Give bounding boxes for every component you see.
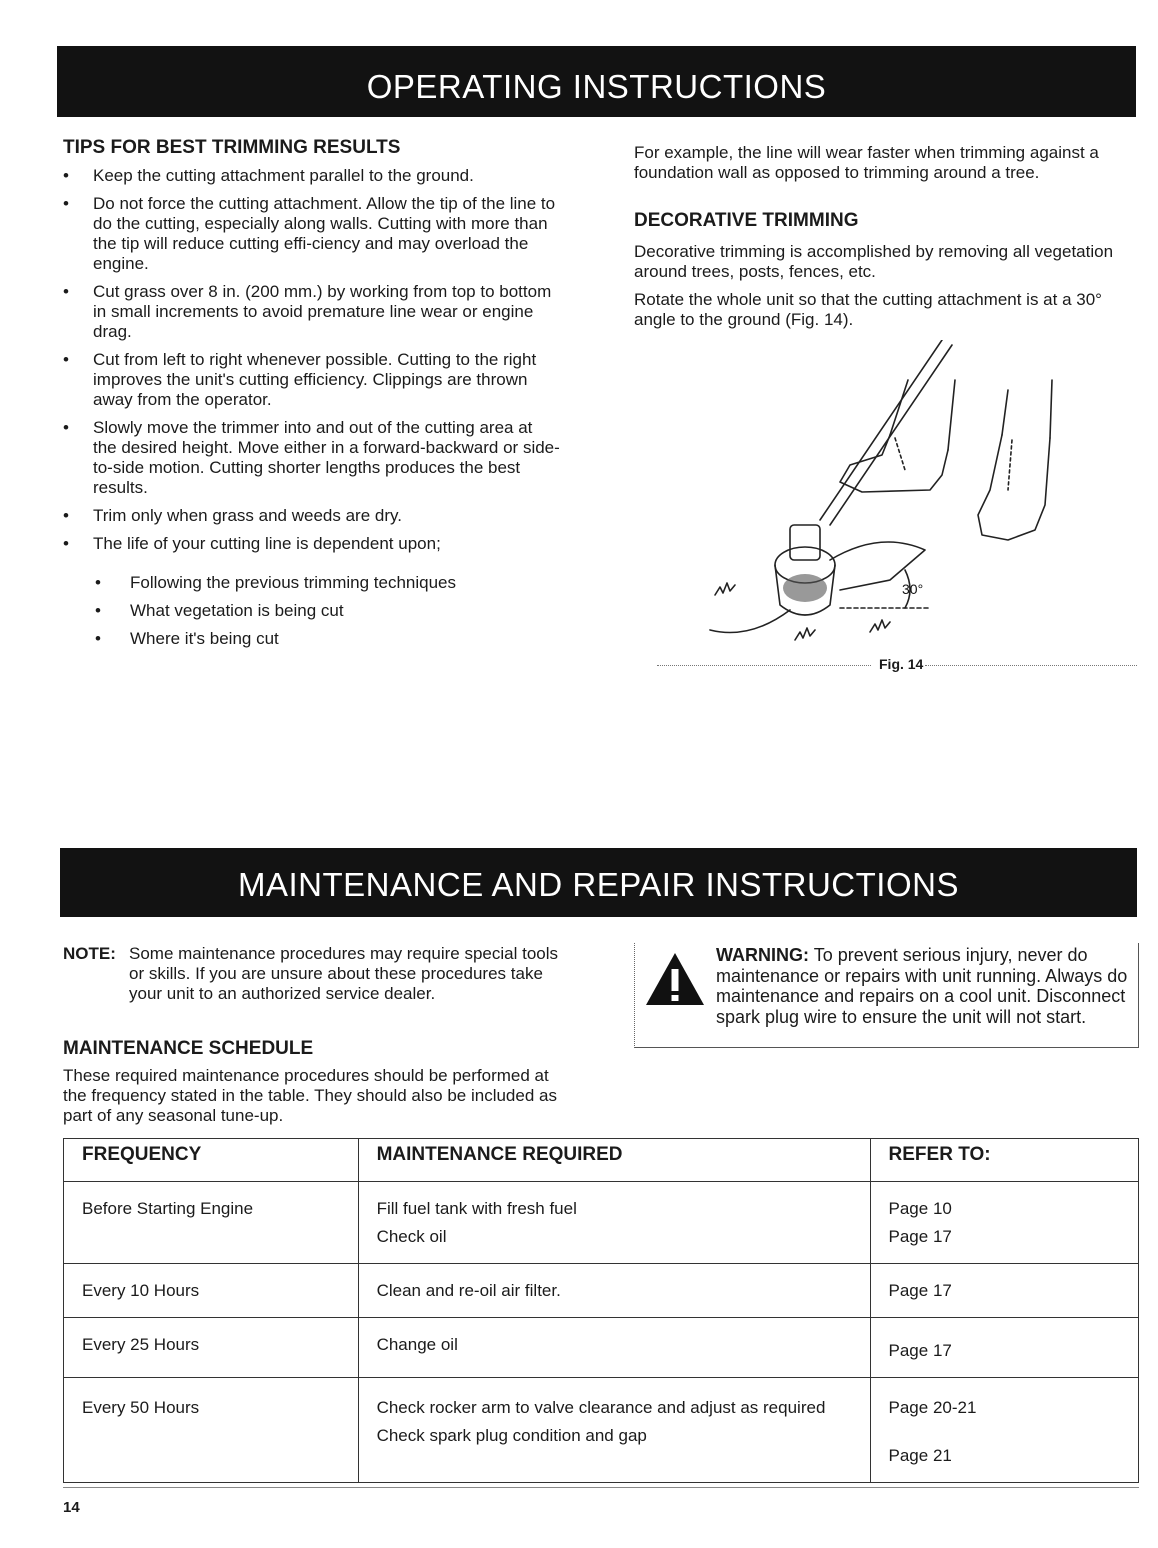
figure-caption <box>657 654 1137 676</box>
frequency-cell: Every 25 Hours <box>64 1318 359 1378</box>
task-item: Check oil <box>376 1227 447 1246</box>
task-item: Check spark plug condition and gap <box>376 1426 647 1445</box>
task-cell <box>358 1264 870 1318</box>
warning-text: To prevent serious injury, never do maintenance or repairs with unit running. Always do maintenance and repairs on a cool unit. Disconnect spark plug wire to ensure the unit will not start. <box>716 945 1128 1027</box>
frequency-cell: Every 10 Hours <box>64 1264 359 1318</box>
figure-caption-text: Fig. 14 <box>879 656 924 672</box>
reference-item: Page 17 <box>888 1281 952 1300</box>
task-cell <box>358 1318 870 1378</box>
decorative-paragraph-1: Decorative trimming is accomplished by removing all vegetation around trees, posts, fences, etc. <box>634 242 1114 281</box>
task-cell <box>358 1378 870 1483</box>
task-item: Fill fuel tank with fresh fuel <box>376 1199 577 1218</box>
column-header-refer: REFER TO: <box>870 1139 1138 1182</box>
reference-cell <box>870 1182 1138 1264</box>
task-item: Check rocker arm to valve clearance and adjust as required <box>376 1398 826 1417</box>
page-number: 14 <box>63 1499 80 1516</box>
task-item: Change oil <box>376 1335 458 1354</box>
column-header-maintenance: MAINTENANCE REQUIRED <box>358 1139 870 1182</box>
warning-triangle-icon <box>644 951 706 1007</box>
angle-label: 30° <box>902 581 924 597</box>
note-label: NOTE: <box>63 944 116 963</box>
frequency-cell: Every 50 Hours <box>64 1378 359 1483</box>
list-item: • Cut from left to right whenever possible. Cutting to the right improves the unit's cutting efficiency. Clippings are thrown away from the operator. <box>60 350 560 410</box>
list-item: • Cut grass over 8 in. (200 mm.) by working from top to bottom in small increments to avoid premature line wear or engine drag. <box>60 282 560 342</box>
list-item: • Trim only when grass and weeds are dry. <box>60 506 560 526</box>
table-row <box>64 1318 1139 1378</box>
reference-item: Page 20-21 <box>888 1398 977 1417</box>
note-block <box>63 944 563 1003</box>
example-paragraph: For example, the line will wear faster when trimming against a foundation wall as opposed to trimming around a tree. <box>634 143 1099 182</box>
tips-heading: TIPS FOR BEST TRIMMING RESULTS <box>63 137 401 158</box>
note-text: Some maintenance procedures may require special tools or skills. If you are unsure about these procedures take your unit to an authorized service dealer. <box>129 944 559 1003</box>
sub-tips-list <box>60 573 560 657</box>
list-item: • What vegetation is being cut <box>60 601 560 621</box>
list-item: • Do not force the cutting attachment. Allow the tip of the line to do the cutting, especially along walls. Cutting with more than the tip will reduce cutting effi-ciency and may overload the engine. <box>60 194 560 274</box>
frequency-cell: Before Starting Engine <box>64 1182 359 1264</box>
list-item: • The life of your cutting line is dependent upon; <box>60 534 560 554</box>
table-row <box>64 1182 1139 1264</box>
warning-label: WARNING: <box>716 945 809 965</box>
column-header-frequency: FREQUENCY <box>64 1139 359 1182</box>
maintenance-banner: MAINTENANCE AND REPAIR INSTRUCTIONS <box>60 848 1137 917</box>
list-item: • Following the previous trimming techniques <box>60 573 560 593</box>
reference-cell <box>870 1264 1138 1318</box>
reference-cell <box>870 1378 1138 1483</box>
table-row <box>64 1264 1139 1318</box>
reference-item: Page 17 <box>888 1227 952 1246</box>
maintenance-schedule-heading: MAINTENANCE SCHEDULE <box>63 1038 314 1059</box>
decorative-paragraph-2: Rotate the whole unit so that the cutting attachment is at a 30° angle to the ground (Fig. 14). <box>634 290 1102 329</box>
maintenance-schedule-table <box>63 1138 1139 1483</box>
list-item: • Keep the cutting attachment parallel to the ground. <box>60 166 560 186</box>
reference-item: Page 21 <box>888 1446 952 1465</box>
reference-item: Page 10 <box>888 1199 952 1218</box>
footer-divider <box>63 1487 1139 1488</box>
decorative-trimming-heading: DECORATIVE TRIMMING <box>634 210 859 231</box>
reference-cell <box>870 1318 1138 1378</box>
table-row <box>64 1378 1139 1483</box>
tips-list <box>60 166 560 562</box>
reference-item: Page 17 <box>888 1341 952 1360</box>
schedule-intro: These required maintenance procedures should be performed at the frequency stated in the table. They should also be included as part of any seasonal tune-up. <box>63 1066 557 1125</box>
task-item: Clean and re-oil air filter. <box>376 1281 561 1300</box>
operating-instructions-banner: OPERATING INSTRUCTIONS <box>57 46 1136 117</box>
warning-text-block <box>716 945 1136 1027</box>
table-header-row <box>64 1139 1139 1182</box>
list-item: • Where it's being cut <box>60 629 560 649</box>
list-item: • Slowly move the trimmer into and out of the cutting area at the desired height. Move either in a forward-backward or side-to-side motion. Cutting shorter lengths produces the best results. <box>60 418 560 498</box>
task-cell <box>358 1182 870 1264</box>
trimmer-illustration <box>690 340 1090 655</box>
